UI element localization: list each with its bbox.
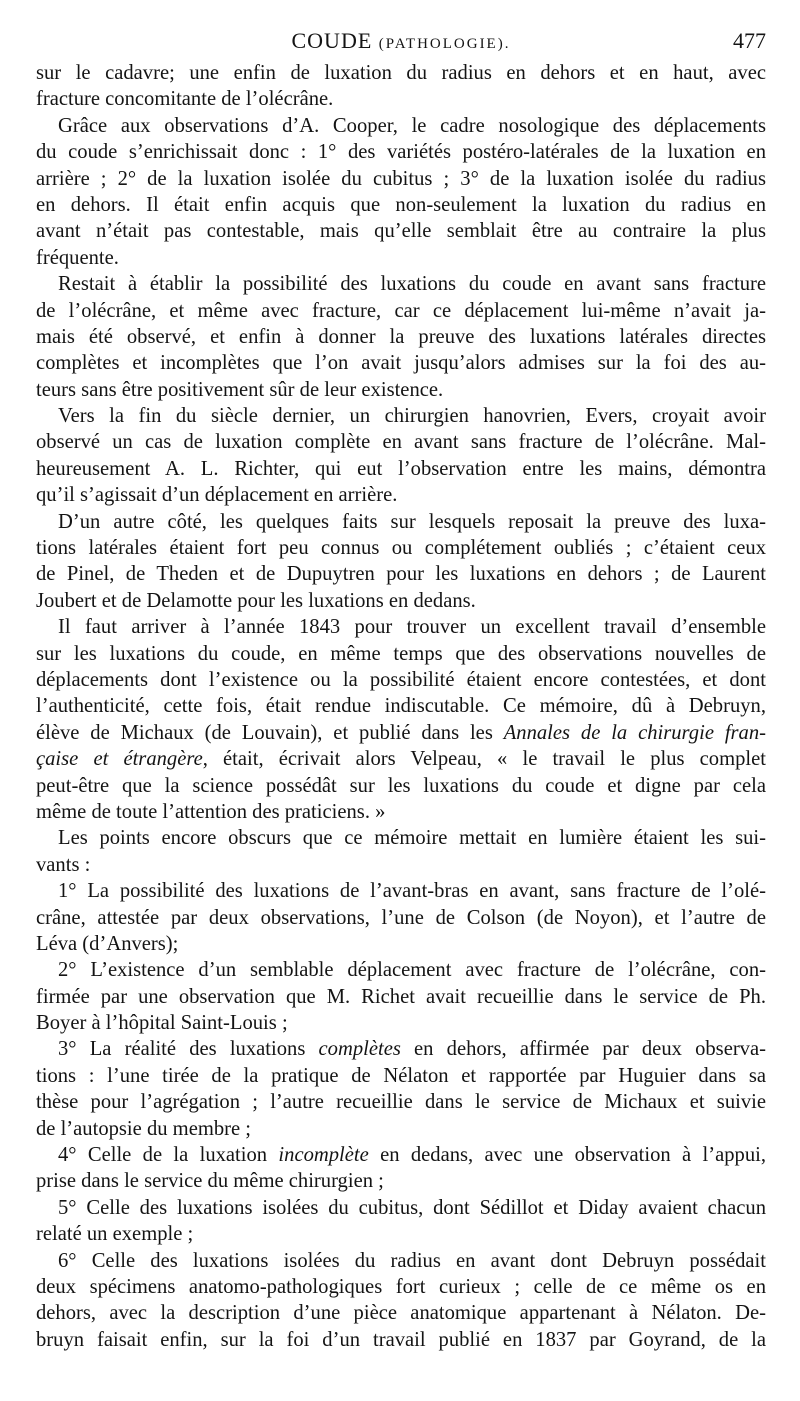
italic-text: complètes bbox=[318, 1038, 401, 1061]
text-line bbox=[36, 113, 766, 139]
paragraph bbox=[36, 509, 766, 615]
line-text: complètes et incomplètes que l’on avait jusqu’alors admises sur la foi des au- bbox=[36, 352, 766, 375]
text-line bbox=[36, 1327, 766, 1353]
text-line bbox=[36, 720, 766, 746]
line-text: élève de Michaux (de Louvain), et publié dans les bbox=[36, 721, 504, 744]
line-text: du coude s’enrichissait donc : 1° des variétés postéro-latérales de la luxation en bbox=[36, 141, 766, 164]
line-text: en dehors. Il était enfin acquis que non-seulement la luxation du radius en bbox=[36, 193, 766, 216]
line-text: firmée par une observation que M. Richet avait recueillie dans le service de Ph. bbox=[36, 985, 766, 1008]
paragraph bbox=[36, 1248, 766, 1354]
line-text: de l’autopsie du membre ; bbox=[36, 1117, 252, 1140]
text-line bbox=[36, 1274, 766, 1300]
text-line bbox=[36, 456, 766, 482]
paragraph bbox=[36, 614, 766, 825]
header-subtitle: (PATHOLOGIE). bbox=[378, 36, 511, 52]
line-text: avant n’était pas contestable, mais qu’elle semblait être au contraire la plus bbox=[36, 220, 766, 243]
line-text: sur les luxations du coude, en même temps que des observations nouvelles de bbox=[36, 642, 766, 665]
line-text: heureusement A. L. Richter, qui eut l’observation entre les mains, démontra bbox=[36, 457, 766, 480]
paragraph bbox=[36, 825, 766, 878]
text-line bbox=[36, 693, 766, 719]
running-title bbox=[36, 28, 766, 54]
text-line bbox=[36, 245, 766, 271]
paragraph bbox=[36, 403, 766, 509]
italic-text: incomplète bbox=[278, 1144, 369, 1167]
text-line bbox=[36, 878, 766, 904]
line-text: de l’olécrâne, et même avec fracture, car ce déplacement lui-même n’avait ja- bbox=[36, 299, 766, 322]
text-line bbox=[36, 1248, 766, 1274]
line-text: l’authenticité, cette fois, était rendue indiscutable. Ce mémoire, dû à Debruyn, bbox=[36, 695, 766, 718]
line-text: Boyer à l’hôpital Saint-Louis ; bbox=[36, 1012, 288, 1035]
running-header bbox=[36, 0, 766, 60]
text-line bbox=[36, 588, 766, 614]
text-line bbox=[36, 86, 766, 112]
line-text: mais été observé, et enfin à donner la preuve des luxations latérales directes bbox=[36, 325, 766, 348]
line-text: deux spécimens anatomo-pathologiques fort curieux ; celle de ce même os en bbox=[36, 1275, 766, 1298]
line-text: , était, écrivait alors Velpeau, « le travail le plus complet bbox=[202, 748, 766, 771]
line-text: thèse pour l’agrégation ; l’autre recueillie dans le service de Michaux et suivie bbox=[36, 1091, 766, 1114]
header-title: COUDE bbox=[291, 28, 373, 53]
paragraph bbox=[36, 1142, 766, 1195]
text-line bbox=[36, 1063, 766, 1089]
text-line bbox=[36, 984, 766, 1010]
line-text: de Pinel, de Theden et de Dupuytren pour les luxations en dehors ; de Laurent bbox=[36, 563, 766, 586]
text-line bbox=[36, 377, 766, 403]
text-line bbox=[36, 1168, 766, 1194]
paragraph bbox=[36, 60, 766, 113]
text-line bbox=[36, 271, 766, 297]
body-text bbox=[36, 60, 766, 1353]
line-text: 3° La réalité des luxations bbox=[58, 1038, 319, 1061]
page-number: 477 bbox=[733, 28, 766, 53]
line-text: peut-être que la science possédât sur les luxations du coude et digne par cela bbox=[36, 774, 766, 797]
paragraph bbox=[36, 878, 766, 957]
text-line bbox=[36, 561, 766, 587]
line-text: en dehors, affirmée par deux observa- bbox=[400, 1038, 766, 1061]
text-line bbox=[36, 192, 766, 218]
text-line bbox=[36, 1221, 766, 1247]
text-line bbox=[36, 298, 766, 324]
paragraph bbox=[36, 1036, 766, 1142]
page bbox=[36, 0, 766, 1353]
line-text: relaté un exemple ; bbox=[36, 1223, 194, 1246]
line-text: dehors, avec la description d’une pièce anatomique appartenant à Nélaton. De- bbox=[36, 1302, 766, 1325]
text-line bbox=[36, 641, 766, 667]
text-line bbox=[36, 1116, 766, 1142]
line-text: prise dans le service du même chirurgien ; bbox=[36, 1170, 384, 1193]
line-text: arrière ; 2° de la luxation isolée du cubitus ; 3° de la luxation isolée du radius bbox=[36, 167, 766, 190]
line-text: 2° L’existence d’un semblable déplacement avec fracture de l’olécrâne, con- bbox=[58, 959, 766, 982]
line-text: teurs sans être positivement sûr de leur existence. bbox=[36, 378, 444, 401]
italic-text: Annales de la chirurgie fran- bbox=[503, 721, 767, 744]
paragraph bbox=[36, 113, 766, 271]
line-text: sur le cadavre; une enfin de luxation du radius en dehors et en haut, avec bbox=[36, 62, 766, 84]
line-text: observé un cas de luxation complète en avant sans fracture de l’olécrâne. Mal- bbox=[36, 431, 766, 454]
paragraph bbox=[36, 1195, 766, 1248]
text-line bbox=[36, 799, 766, 825]
text-line bbox=[36, 509, 766, 535]
italic-text: çaise et étrangère bbox=[36, 748, 203, 771]
text-line bbox=[36, 1089, 766, 1115]
text-line bbox=[36, 957, 766, 983]
text-line bbox=[36, 1142, 766, 1168]
line-text: fréquente. bbox=[36, 246, 119, 269]
text-line bbox=[36, 60, 766, 86]
line-text: 6° Celle des luxations isolées du radius en avant dont Debruyn possédait bbox=[58, 1249, 766, 1272]
line-text: 1° La possibilité des luxations de l’avant-bras en avant, sans fracture de l’olé- bbox=[58, 880, 766, 903]
line-text: Restait à établir la possibilité des luxations du coude en avant sans fracture bbox=[58, 273, 766, 296]
paragraph bbox=[36, 957, 766, 1036]
text-line bbox=[36, 482, 766, 508]
line-text: 4° Celle de la luxation bbox=[58, 1144, 279, 1167]
line-text: même de toute l’attention des praticiens. » bbox=[36, 800, 386, 823]
line-text: 5° Celle des luxations isolées du cubitus, dont Sédillot et Diday avaient chacun bbox=[58, 1196, 766, 1219]
text-line bbox=[36, 773, 766, 799]
text-line bbox=[36, 852, 766, 878]
line-text: qu’il s’agissait d’un déplacement en arrière. bbox=[36, 484, 398, 507]
line-text: Léva (d’Anvers); bbox=[36, 932, 179, 955]
text-line bbox=[36, 166, 766, 192]
text-line bbox=[36, 1300, 766, 1326]
line-text: Les points encore obscurs que ce mémoire mettait en lumière étaient les sui- bbox=[58, 827, 766, 850]
line-text: tions latérales étaient fort peu connus ou complétement oubliés ; c’étaient ceux bbox=[36, 537, 766, 560]
text-line bbox=[36, 746, 766, 772]
text-line bbox=[36, 350, 766, 376]
line-text: Il faut arriver à l’année 1843 pour trouver un excellent travail d’ensemble bbox=[58, 616, 766, 639]
text-line bbox=[36, 1036, 766, 1062]
text-line bbox=[36, 403, 766, 429]
line-text: en dedans, avec une observation à l’appui, bbox=[368, 1144, 766, 1167]
text-line bbox=[36, 905, 766, 931]
text-line bbox=[36, 1010, 766, 1036]
text-line bbox=[36, 324, 766, 350]
line-text: Vers la fin du siècle dernier, un chirurgien hanovrien, Evers, croyait avoir bbox=[58, 405, 766, 428]
text-line bbox=[36, 614, 766, 640]
text-line bbox=[36, 218, 766, 244]
line-text: fracture concomitante de l’olécrâne. bbox=[36, 88, 334, 111]
text-line bbox=[36, 1195, 766, 1221]
line-text: déplacements dont l’existence ou la possibilité étaient encore contestées, et dont bbox=[36, 668, 766, 691]
text-line bbox=[36, 825, 766, 851]
paragraph bbox=[36, 271, 766, 403]
line-text: Joubert et de Delamotte pour les luxations en dedans. bbox=[36, 589, 476, 612]
line-text: D’un autre côté, les quelques faits sur lesquels reposait la preuve des luxa- bbox=[58, 510, 766, 533]
line-text: tions : l’une tirée de la pratique de Nélaton et rapportée par Huguier dans sa bbox=[36, 1064, 766, 1087]
text-line bbox=[36, 931, 766, 957]
line-text: Grâce aux observations d’A. Cooper, le cadre nosologique des déplacements bbox=[58, 114, 766, 137]
line-text: crâne, attestée par deux observations, l’une de Colson (de Noyon), et l’autre de bbox=[36, 906, 766, 929]
text-line bbox=[36, 429, 766, 455]
line-text: vants : bbox=[36, 853, 91, 876]
line-text: bruyn faisait enfin, sur la foi d’un travail publié en 1837 par Goyrand, de la bbox=[36, 1328, 766, 1351]
text-line bbox=[36, 535, 766, 561]
text-line bbox=[36, 667, 766, 693]
text-line bbox=[36, 139, 766, 165]
